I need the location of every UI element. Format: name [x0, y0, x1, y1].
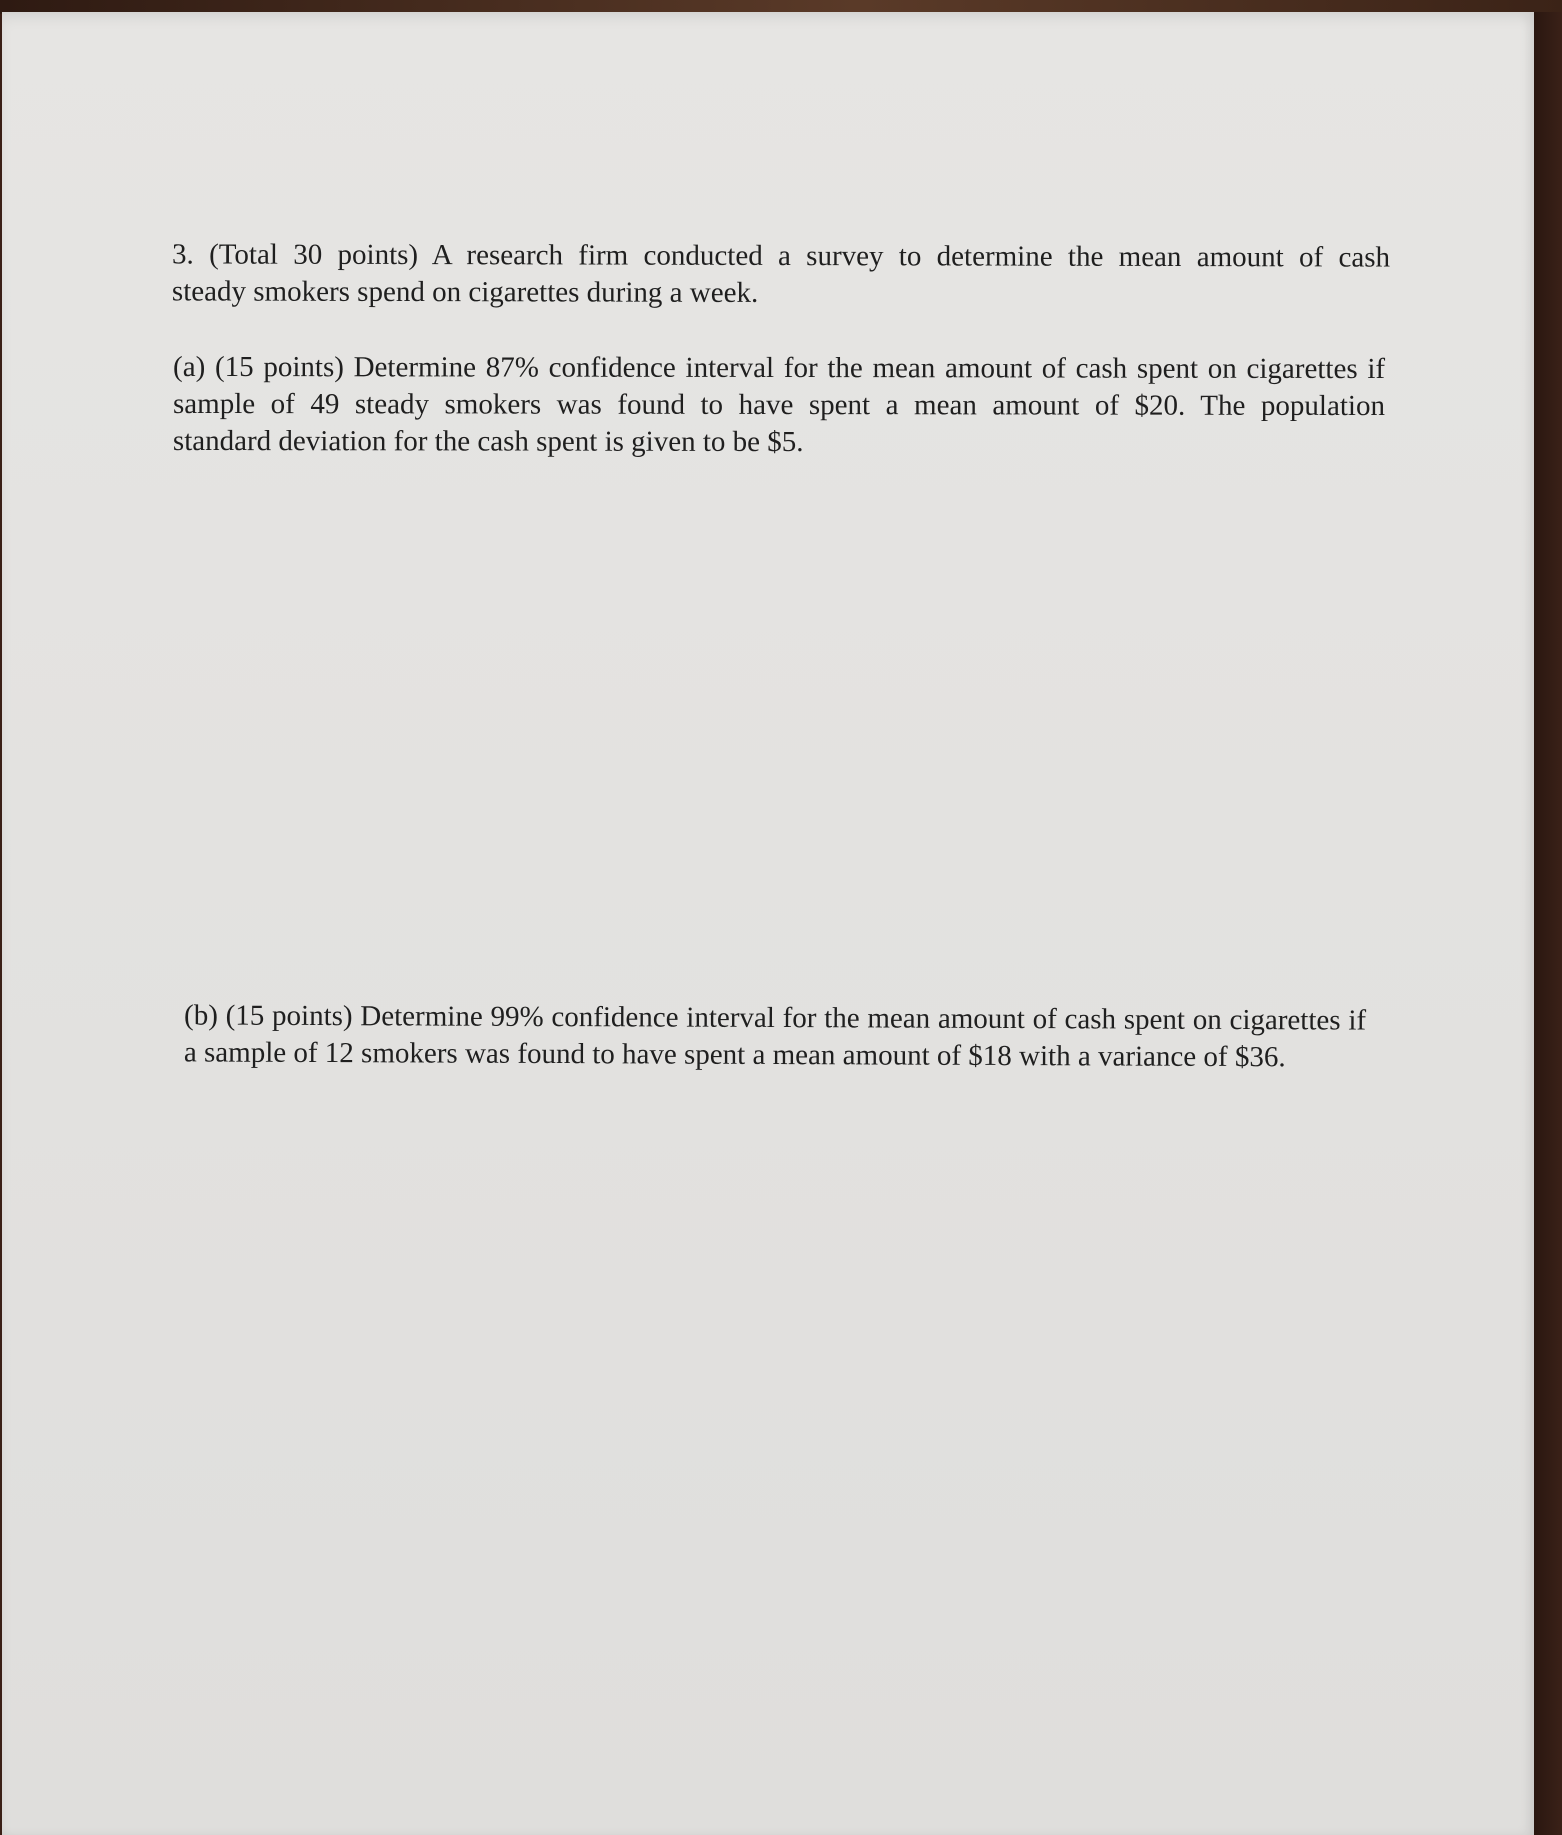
part-a-line-3: standard deviation for the cash spent is given to be $5. — [172, 424, 804, 459]
question-intro-line-2: steady smokers spend on cigarettes during a week. — [171, 275, 759, 309]
question-intro — [172, 236, 1390, 313]
part-a-line-1: (a) (15 points) Determine 87% confidence interval for the mean amount of cash spent on cigarettes if — [173, 350, 1386, 386]
question-part-a — [173, 349, 1385, 462]
question-intro-line-1: 3. (Total 30 points) A research firm conducted a survey to determine the mean amount of cash — [172, 238, 1391, 274]
background-right-edge — [1534, 12, 1562, 1835]
part-b-line-2: a sample of 12 smokers was found to have spent a mean amount of $18 with a variance of $36. — [183, 1036, 1286, 1074]
question-part-b — [184, 997, 1366, 1076]
part-b-line-1: (b) (15 points) Determine 99% confidence interval for the mean amount of cash spent on cigarettes if — [184, 999, 1367, 1037]
part-a-line-2: sample of 49 steady smokers was found to have spent a mean amount of $20. The population — [172, 387, 1386, 423]
